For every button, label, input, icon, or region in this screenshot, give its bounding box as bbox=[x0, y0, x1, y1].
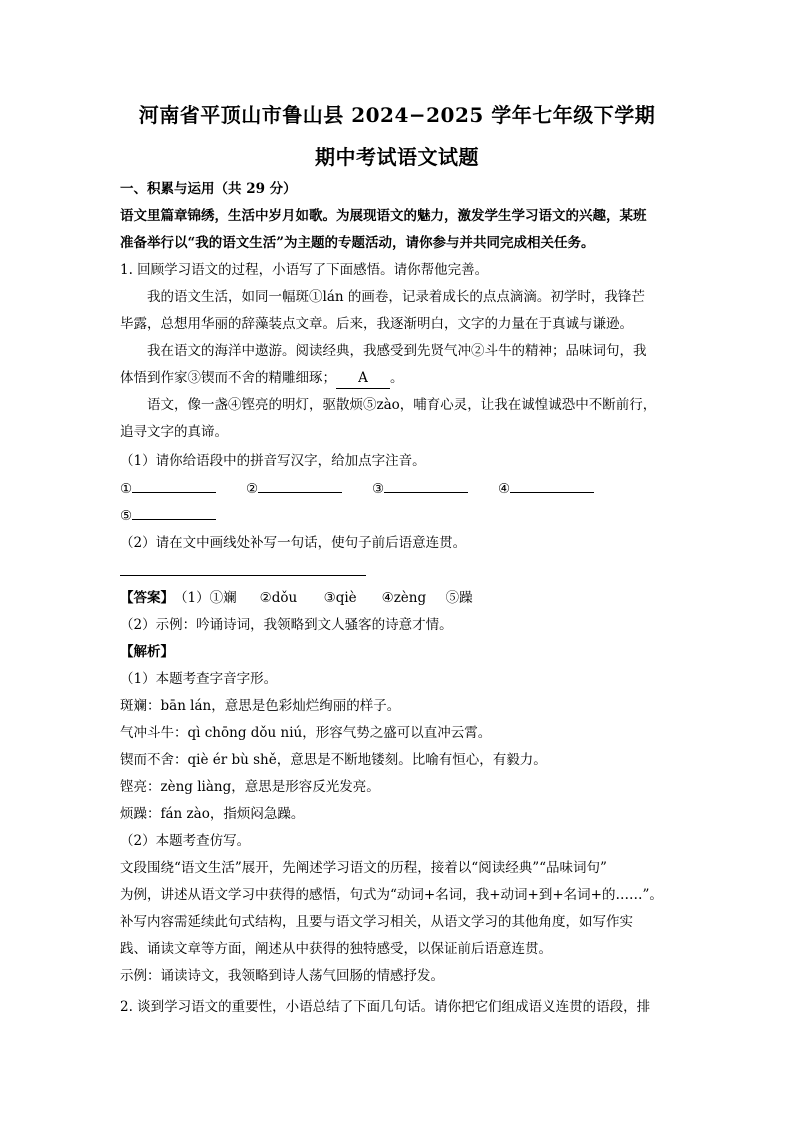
answer-part1-prefix: （1） bbox=[174, 590, 210, 606]
answer-item: ④zèng bbox=[381, 590, 427, 606]
passage-line: 语文，像一盏④铿亮的明灯，驱散烦⑤zào，哺育心灵，让我在诚惶诚恐中不断前行， bbox=[147, 397, 657, 413]
blank-5[interactable]: ⑤ bbox=[120, 505, 246, 526]
blank-4[interactable]: ④ bbox=[498, 478, 624, 499]
blank-3[interactable]: ③ bbox=[372, 478, 498, 499]
passage-line bbox=[120, 368, 404, 389]
analysis-line: （1）本题考查字音字形。 bbox=[120, 671, 278, 687]
answer-item: ③qiè bbox=[323, 590, 357, 606]
question-2-stem: 2. 谈到学习语文的重要性，小语总结了下面几句话。请你把它们组成语义连贯的语段，排 bbox=[120, 999, 651, 1015]
passage-line: 我的语文生活，如同一幅斑①lán 的画卷，记录着成长的点点滴滴。初学时，我锋芒 bbox=[147, 289, 645, 305]
analysis-line: 气冲斗牛：qì chōng dǒu niú，形容气势之盛可以直冲云霄。 bbox=[120, 725, 492, 741]
answer-label: 【答案】 bbox=[120, 590, 174, 606]
passage-line: 我在语文的海洋中遨游。阅读经典，我感受到先贤气冲②斗牛的精神；品味词句，我 bbox=[147, 343, 647, 359]
analysis-line: 锲而不舍：qiè ér bù shě，意思是不断地镂刻。比喻有恒心，有毅力。 bbox=[120, 752, 547, 768]
analysis-line: 示例：诵读诗文，我领略到诗人荡气回肠的情感抒发。 bbox=[120, 968, 444, 984]
section-intro-line-2: 准备举行以“我的语文生活”为主题的专题活动，请你参与并共同完成相关任务。 bbox=[120, 235, 595, 251]
blank-2[interactable]: ② bbox=[246, 478, 372, 499]
answer-blanks-row-1 bbox=[120, 478, 624, 499]
passage-line: 追寻文字的真谛。 bbox=[120, 424, 228, 440]
analysis-line: （2）本题考查仿写。 bbox=[120, 833, 251, 849]
answer-line[interactable] bbox=[120, 575, 366, 576]
underlined-blank-A: A bbox=[336, 368, 390, 389]
sub-question-1: （1）请你给语段中的拼音写汉字，给加点字注音。 bbox=[120, 453, 426, 469]
answer-item: ①斓 bbox=[209, 590, 237, 606]
answer-item: ⑤躁 bbox=[445, 590, 473, 606]
answer-row bbox=[120, 588, 473, 608]
question-1-stem: 1. 回顾学习语文的过程，小语写了下面感悟。请你帮他完善。 bbox=[120, 262, 489, 278]
section-heading: 一、积累与运用（共 29 分） bbox=[120, 181, 297, 197]
analysis-line: 铿亮：zèng liàng，意思是形容反光发亮。 bbox=[120, 779, 380, 795]
analysis-line: 烦躁：fán zào，指烦闷急躁。 bbox=[120, 806, 305, 822]
analysis-line: 文段围绕“语文生活”展开，先阐述学习语文的历程，接着以“阅读经典”“品味词句” bbox=[120, 860, 607, 876]
analysis-line: 践、诵读文章等方面，阐述从中获得的独特感受，以保证前后语意连贯。 bbox=[120, 941, 552, 957]
answer-part2: （2）示例：吟诵诗词，我领略到文人骚客的诗意才情。 bbox=[120, 617, 453, 633]
answer-item: ②dǒu bbox=[259, 590, 298, 606]
blank-1[interactable]: ① bbox=[120, 478, 246, 499]
sub-question-2: （2）请在文中画线处补写一句话，使句子前后语意连贯。 bbox=[120, 535, 467, 551]
page-title-line-2: 期中考试语文试题 bbox=[315, 145, 479, 169]
analysis-line: 补写内容需延续此句式结构，且要与语文学习相关，从语文学习的其他角度，如写作实 bbox=[120, 914, 633, 930]
section-intro-line-1: 语文里篇章锦绣，生活中岁月如歌。为展现语文的魅力，激发学生学习语文的兴趣，某班 bbox=[120, 208, 647, 224]
answer-blanks-row-2 bbox=[120, 505, 246, 526]
analysis-line: 为例，讲述从语文学习中获得的感悟，句式为“动词+名词，我+动词+到+名词+的……”。 bbox=[120, 887, 663, 903]
passage-line: 毕露，总想用华丽的辞藻装点文章。后来，我逐渐明白，文字的力量在于真诚与谦逊。 bbox=[120, 316, 633, 332]
passage-period: 。 bbox=[390, 370, 404, 386]
analysis-label: 【解析】 bbox=[120, 644, 174, 660]
page-title-line-1: 河南省平顶山市鲁山县 2024−2025 学年七年级下学期 bbox=[138, 103, 656, 127]
analysis-line: 斑斓：bān lán，意思是色彩灿烂绚丽的样子。 bbox=[120, 698, 401, 714]
passage-text: 体悟到作家③锲而不舍的精雕细琢； bbox=[120, 370, 336, 386]
